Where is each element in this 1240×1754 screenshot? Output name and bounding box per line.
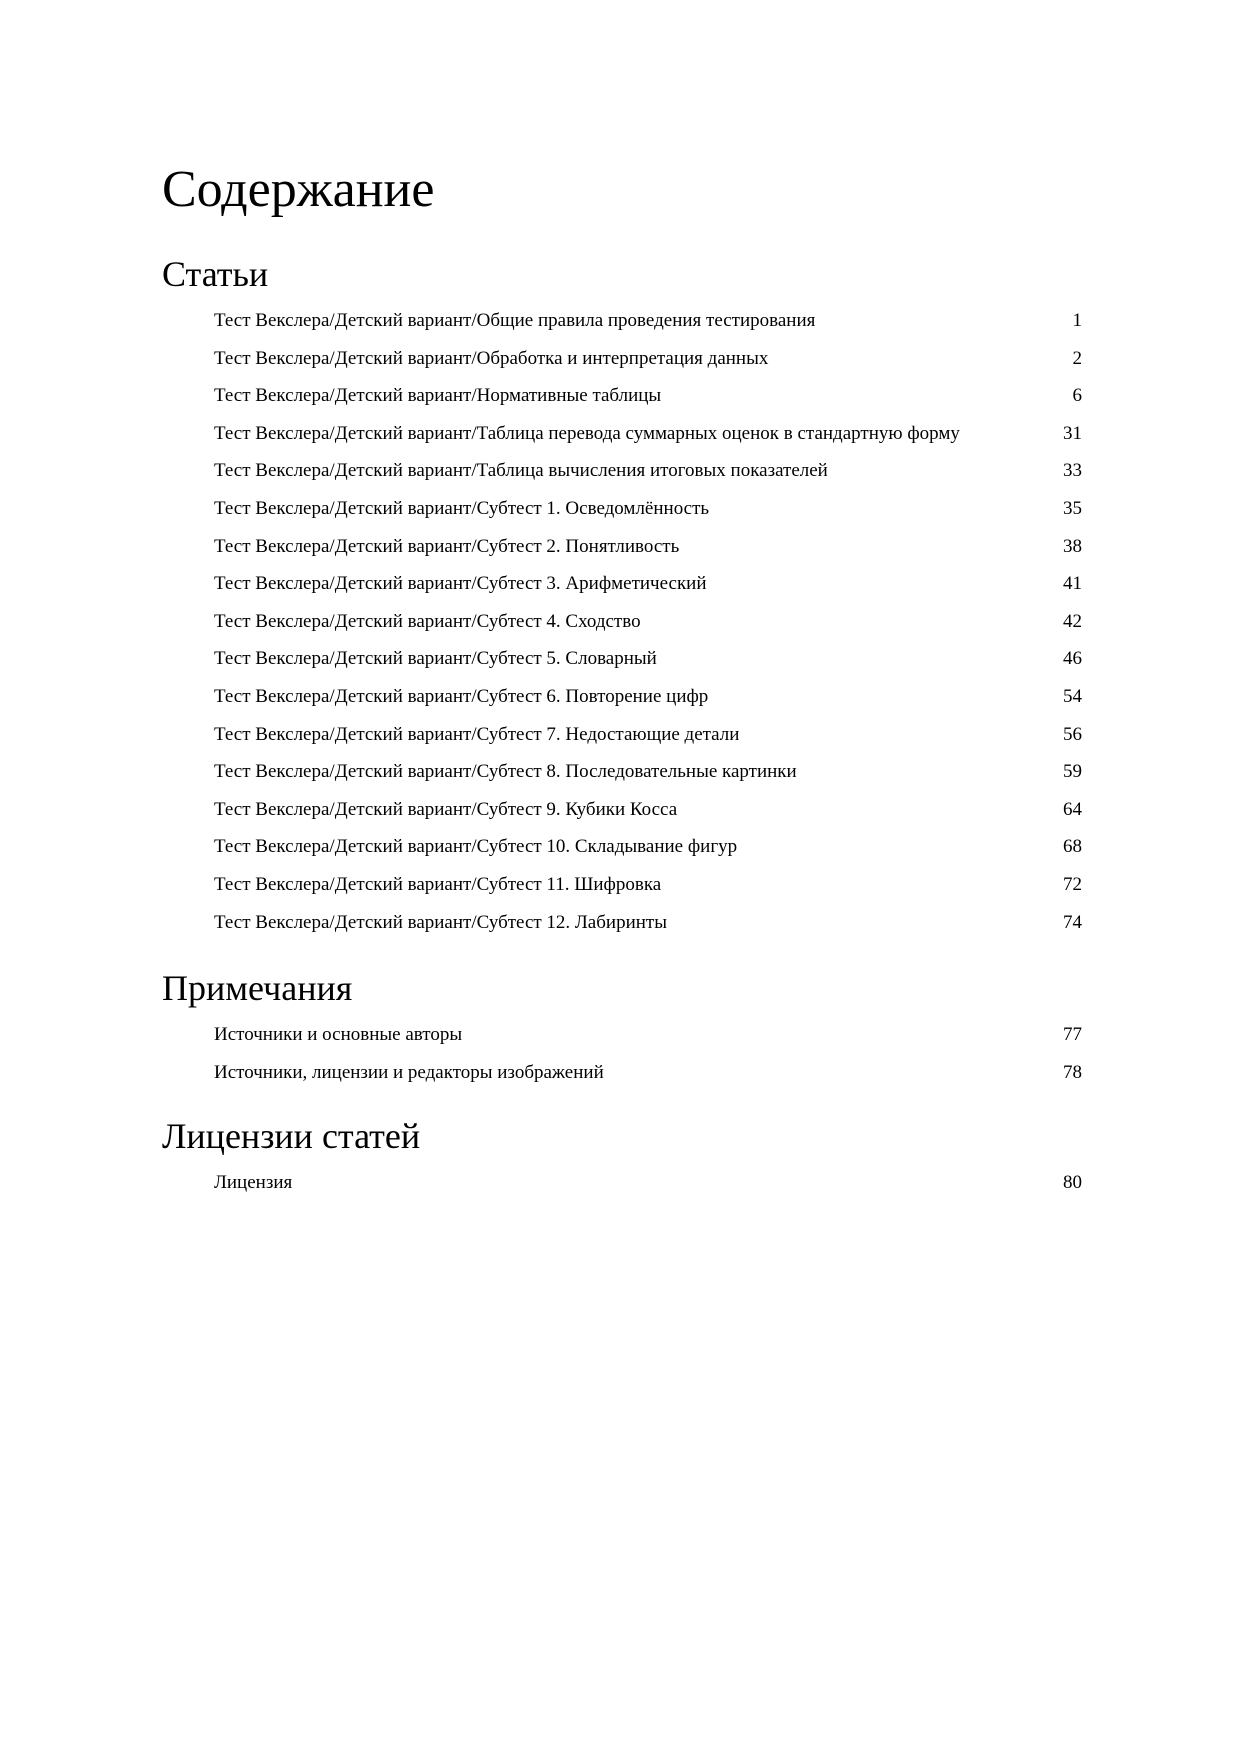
toc-section-licenses <box>162 1114 1082 1202</box>
toc-entry-page-number: 59 <box>1063 761 1082 783</box>
toc-entry-page-number: 35 <box>1063 497 1082 519</box>
toc-entry-page-number: 68 <box>1063 836 1082 858</box>
toc-entry-title: Источники, лицензии и редакторы изображений <box>214 1061 604 1083</box>
toc-entry-title: Тест Векслера/Детский вариант/Субтест 9. Кубики Косса <box>214 798 678 820</box>
section-heading-articles: Статьи <box>162 254 269 294</box>
toc-entry-page-number: 46 <box>1063 648 1082 670</box>
section-heading-licenses: Лицензии статей <box>162 1116 421 1156</box>
toc-entry-title: Тест Векслера/Детский вариант/Субтест 10. Складывание фигур <box>214 836 738 858</box>
toc-entry[interactable] <box>162 452 1082 490</box>
toc-entry[interactable] <box>162 716 1082 754</box>
toc-list-articles <box>162 302 1082 941</box>
toc-entry[interactable] <box>162 1054 1082 1092</box>
toc-entry-page-number: 42 <box>1063 610 1082 632</box>
toc-list-licenses <box>162 1164 1082 1202</box>
toc-entry[interactable] <box>162 678 1082 716</box>
toc-entry-title: Тест Векслера/Детский вариант/Субтест 6. Повторение цифр <box>214 685 709 707</box>
toc-entry-page-number: 41 <box>1063 573 1082 595</box>
toc-entry[interactable] <box>162 640 1082 678</box>
toc-entry-title: Тест Векслера/Детский вариант/Субтест 7. Недостающие детали <box>214 723 740 745</box>
toc-entry[interactable] <box>162 377 1082 415</box>
toc-entry-title: Тест Векслера/Детский вариант/Нормативные таблицы <box>214 385 662 407</box>
page-title: Содержание <box>162 161 435 218</box>
toc-entry-title: Тест Векслера/Детский вариант/Субтест 11. Шифровка <box>214 873 662 895</box>
toc-entry-page-number: 78 <box>1063 1061 1082 1083</box>
toc-entry-page-number: 1 <box>1072 310 1082 331</box>
toc-list-notes <box>162 1016 1082 1091</box>
toc-entry-title: Тест Векслера/Детский вариант/Субтест 1. Осведомлённость <box>214 497 710 519</box>
toc-entry-title: Тест Векслера/Детский вариант/Субтест 5. Словарный <box>214 648 657 670</box>
toc-entry-title: Тест Векслера/Детский вариант/Таблица перевода суммарных оценок в стандартную форму <box>214 422 960 444</box>
toc-entry[interactable] <box>162 340 1082 378</box>
toc-entry-page-number: 56 <box>1063 723 1082 745</box>
toc-entry-title: Тест Векслера/Детский вариант/Субтест 2. Понятливость <box>214 535 680 557</box>
section-heading-notes: Примечания <box>162 968 353 1008</box>
toc-entry[interactable] <box>162 302 1082 340</box>
toc-section-notes <box>162 966 1082 1091</box>
toc-entry-title: Тест Векслера/Детский вариант/Субтест 8. Последовательные картинки <box>214 761 797 783</box>
toc-entry-page-number: 64 <box>1063 798 1082 820</box>
toc-entry-page-number: 54 <box>1063 685 1082 707</box>
toc-section-articles <box>162 252 1082 941</box>
toc-entry[interactable] <box>162 828 1082 866</box>
toc-entry-title: Тест Векслера/Детский вариант/Обработка и интерпретация данных <box>214 347 769 369</box>
toc-entry-page-number: 2 <box>1072 347 1082 369</box>
toc-entry-title: Тест Векслера/Детский вариант/Общие правила проведения тестирования <box>214 310 816 331</box>
toc-entry-title: Тест Векслера/Детский вариант/Субтест 4. Сходство <box>214 610 641 632</box>
toc-entry[interactable] <box>162 866 1082 904</box>
toc-entry-page-number: 33 <box>1063 460 1082 482</box>
toc-entry[interactable] <box>162 1016 1082 1054</box>
toc-entry[interactable] <box>162 791 1082 829</box>
toc-entry-title: Тест Векслера/Детский вариант/Субтест 12. Лабиринты <box>214 911 667 933</box>
toc-entry[interactable] <box>162 528 1082 566</box>
toc-entry-title: Тест Векслера/Детский вариант/Субтест 3. Арифметический <box>214 573 707 595</box>
toc-entry-title: Тест Векслера/Детский вариант/Таблица вычисления итоговых показателей <box>214 460 828 482</box>
toc-entry[interactable] <box>162 904 1082 942</box>
toc-entry[interactable] <box>162 1164 1082 1202</box>
toc-entry-title: Источники и основные авторы <box>214 1024 463 1045</box>
toc-entry-page-number: 77 <box>1063 1024 1082 1045</box>
toc-entry[interactable] <box>162 565 1082 603</box>
toc-entry[interactable] <box>162 415 1082 453</box>
toc-entry[interactable] <box>162 490 1082 528</box>
toc-entry-page-number: 74 <box>1063 911 1082 933</box>
toc-entry-page-number: 80 <box>1063 1172 1082 1193</box>
toc-entry-page-number: 72 <box>1063 873 1082 895</box>
toc-entry-page-number: 31 <box>1063 422 1082 444</box>
toc-entry-page-number: 38 <box>1063 535 1082 557</box>
toc-entry[interactable] <box>162 753 1082 791</box>
toc-entry-title: Лицензия <box>214 1172 293 1193</box>
toc-entry[interactable] <box>162 603 1082 641</box>
toc-entry-page-number: 6 <box>1072 385 1082 407</box>
